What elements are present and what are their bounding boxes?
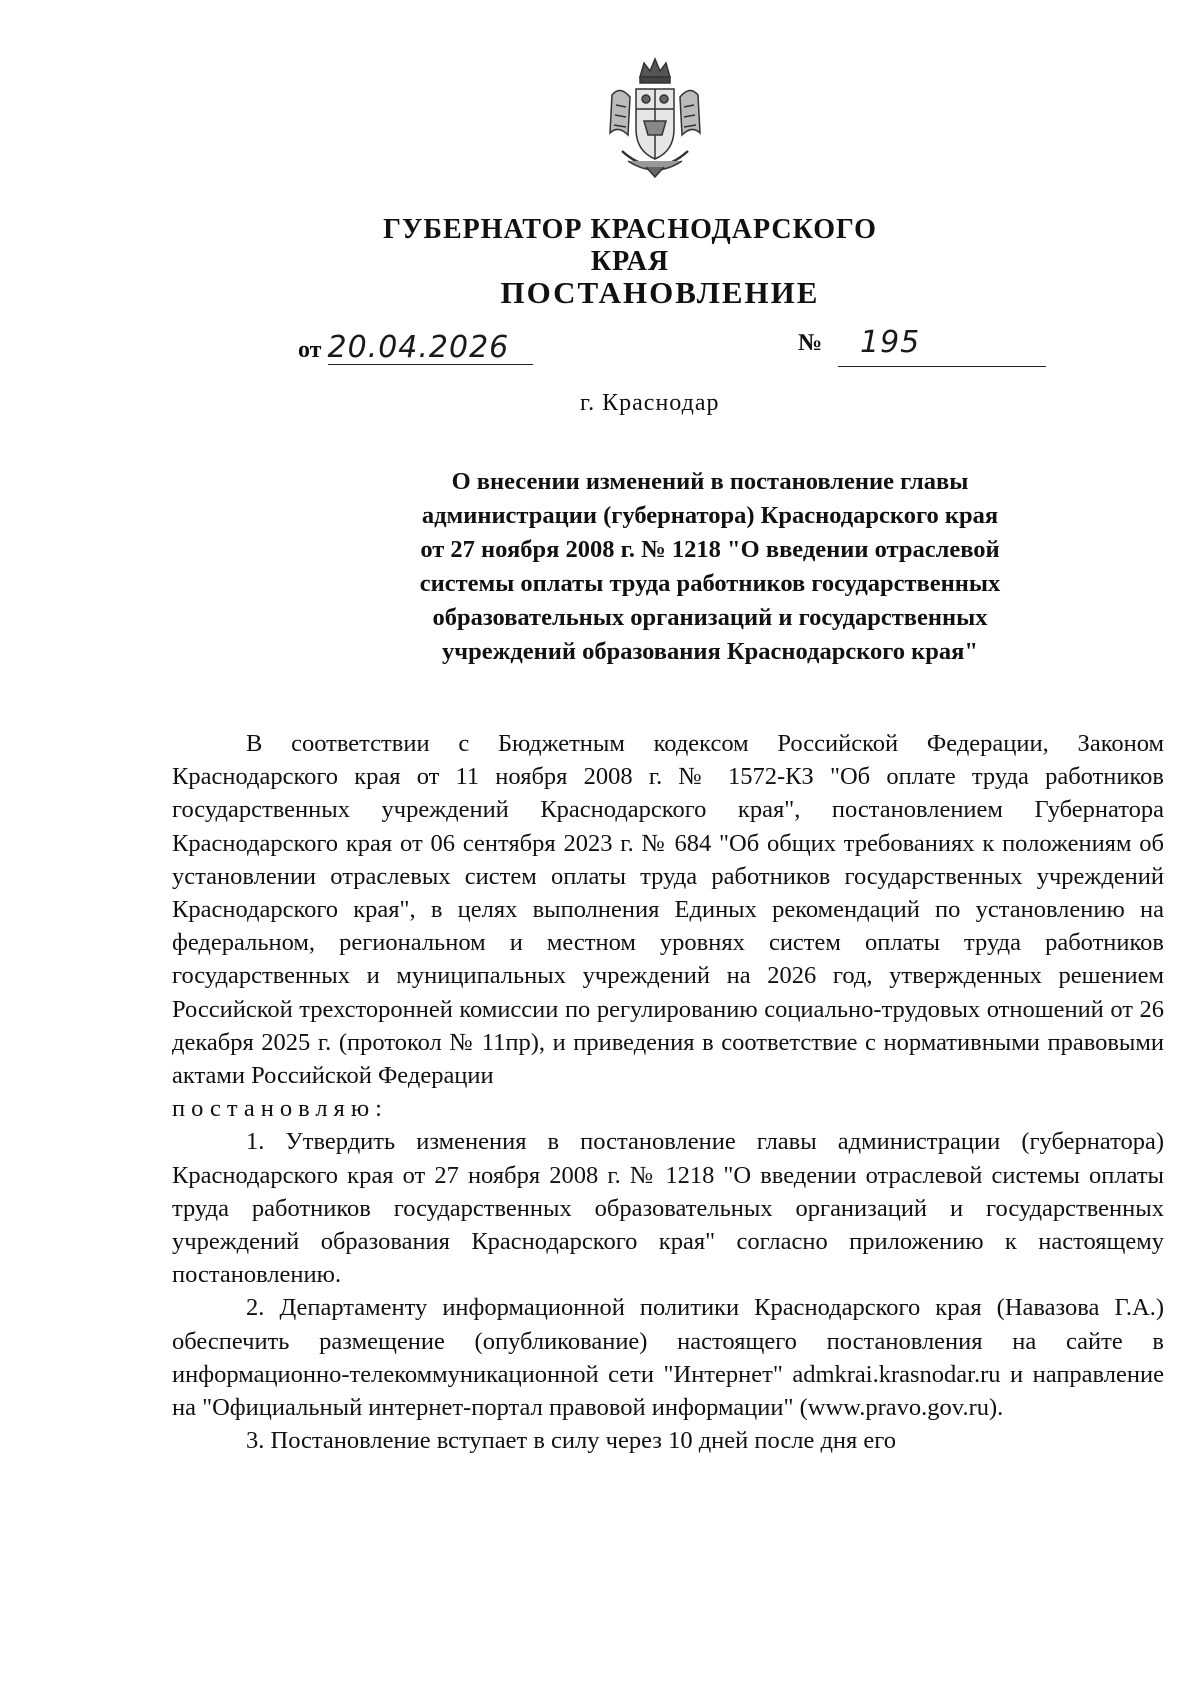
date-underline [328, 364, 533, 365]
subject-line: образовательных организаций и государственных [432, 604, 988, 631]
subject-line: учреждений образования Краснодарского края" [442, 638, 978, 665]
item-paragraph: 1. Утвердить изменения в постановление главы администрации (губернатора) Краснодарского края от 27 ноября 2008 г. № 1218 "О введении отраслевой системы оплаты труда работников государственных образовательных организаций и государственных учреждений образования Краснодарского края" согласно приложению к настоящему постановлению. [172, 1128, 1164, 1289]
coat-of-arms-icon [600, 55, 710, 185]
number-value: 195 [860, 325, 921, 360]
resolve-word: постановляю: [172, 1095, 388, 1123]
date-field [298, 330, 509, 365]
item-paragraph: 3. Постановление вступает в силу через 10 дней после дня его [246, 1427, 896, 1455]
date-prefix: от [298, 337, 322, 363]
subject-line: О внесении изменений в постановление главы [451, 468, 969, 495]
number-prefix: № [798, 330, 823, 356]
date-value: 20.04.2026 [327, 330, 510, 365]
subject-line: системы оплаты труда работников государственных [419, 570, 1001, 597]
issuer-title: ГУБЕРНАТОР КРАСНОДАРСКОГО КРАЯ [383, 214, 877, 277]
item-paragraph: 2. Департаменту информационной политики Краснодарского края (Навазова Г.А.) обеспечить размещение (опубликование) настоящего постановления на сайте в информационно-телекоммуникационной сети "Интернет" admkrai.krasnodar.ru и направление на "Официальный интернет-портал правовой информации" (www.pravo.gov.ru). [172, 1294, 1164, 1422]
subject-line: от 27 ноября 2008 г. № 1218 "О введении отраслевой [420, 536, 1000, 563]
number-field [798, 330, 822, 357]
number-underline [838, 366, 1046, 367]
document-body [172, 727, 1164, 1457]
document-type: ПОСТАНОВЛЕНИЕ [500, 275, 820, 310]
subject-line: администрации (губернатора) Краснодарского края [421, 502, 999, 529]
preamble-paragraph: В соответствии с Бюджетным кодексом Российской Федерации, Законом Краснодарского края от 11 ноября 2008 г. № 1572-КЗ "Об оплате труда работников государственных учреждений Краснодарского края", постановлением Губернатора Краснодарского края от 06 сентября 2023 г. № 684 "Об общих требованиях к положениям об установлении отраслевых систем оплаты труда работников государственных учреждений Краснодарского края", в целях выполнения Единых рекомендаций по установлению на федеральном, региональном и местном уровнях систем оплаты труда работников государственных и муниципальных учреждений на 2026 год, утвержденных решением Российской трехсторонней комиссии по регулированию социально-трудовых отношений от 26 декабря 2025 г. (протокол № 11пр), и приведения в соответствие с нормативными правовыми актами Российской Федерации [172, 730, 1164, 1090]
document-subject [340, 465, 1080, 669]
city-name: г. Краснодар [580, 390, 720, 416]
